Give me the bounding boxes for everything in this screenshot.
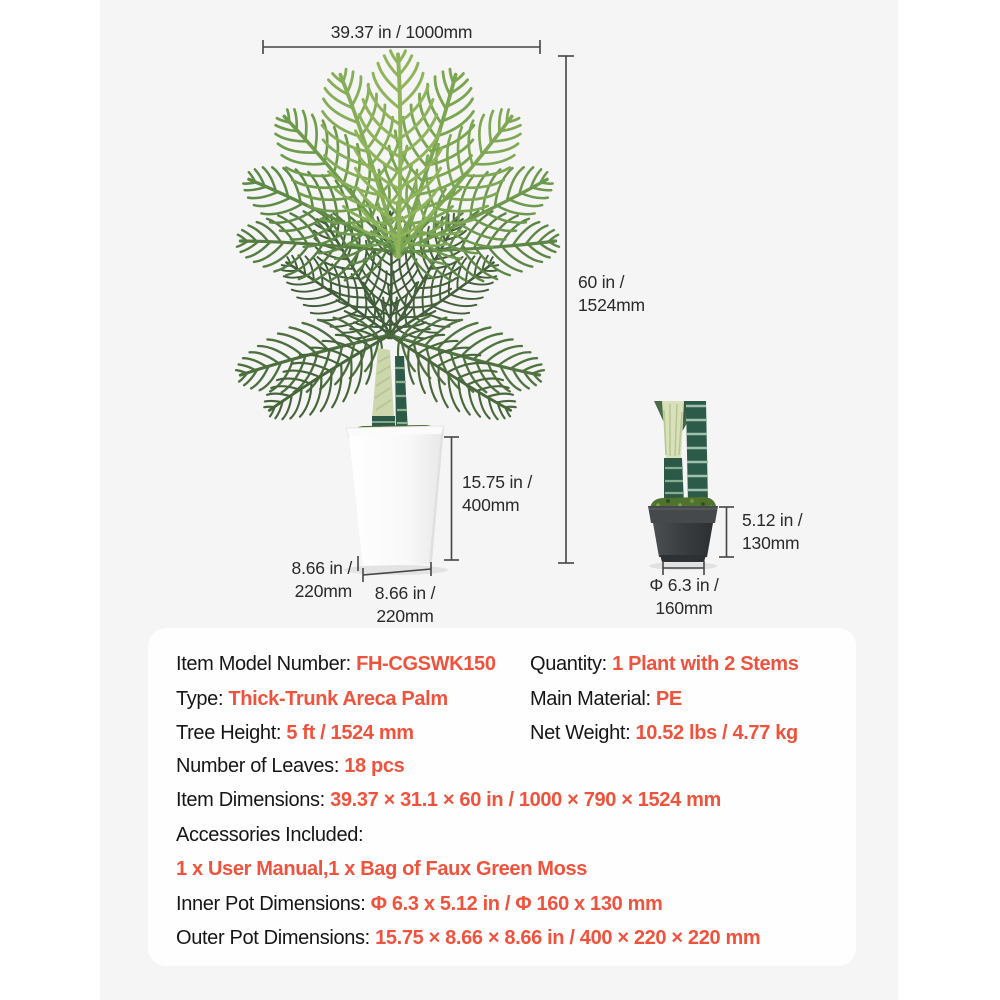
spec-row-type: [176, 687, 448, 711]
spec-label: Inner Pot Dimensions:: [176, 893, 371, 915]
dim-label-inner-pot-diameter: Φ 6.3 in / 160mm: [649, 575, 719, 618]
spec-row-accessories-value: [176, 857, 587, 881]
spec-label: Number of Leaves:: [176, 755, 345, 777]
spec-value: 5 ft / 1524 mm: [286, 722, 414, 744]
dim-label-plant-width: 39.37 in / 1000mm: [330, 22, 473, 42]
inner-nursery-pot: [648, 506, 718, 562]
dim-label-outer-pot-height: 15.75 in / 400mm: [462, 472, 532, 515]
spec-label: Type:: [176, 688, 229, 710]
spec-row-inner-pot: [176, 892, 662, 916]
spec-row-material: [530, 687, 682, 711]
spec-value: 1 Plant with 2 Stems: [612, 653, 799, 675]
dim-line-plant-height: [558, 56, 574, 563]
trunk-closeup-illustration: [648, 401, 718, 570]
dim-line-inner-pot-height: [719, 507, 734, 557]
spec-label: Net Weight:: [530, 722, 636, 744]
dim-label-inner-pot-height: 5.12 in / 130mm: [742, 510, 803, 553]
spec-value: PE: [655, 688, 682, 710]
dim-label-outer-pot-width: 8.66 in / 220mm: [374, 583, 436, 626]
spec-row-net-weight: [530, 721, 798, 745]
spec-row-tree-height: [176, 721, 414, 745]
dim-line-outer-pot-height: [444, 437, 459, 560]
spec-value: 1 x User Manual,1 x Bag of Faux Green Moss: [176, 858, 587, 880]
spec-row-model: [176, 652, 496, 676]
spec-label: Tree Height:: [176, 722, 287, 744]
palm-trunks: [372, 348, 408, 433]
dim-label-outer-pot-depth: 8.66 in / 220mm: [291, 558, 352, 601]
spec-value: 39.37 × 31.1 × 60 in / 1000 × 790 × 1524 mm: [330, 789, 721, 811]
spec-label: Item Model Number:: [176, 653, 357, 675]
spec-label: Main Material:: [530, 688, 656, 710]
spec-value: 15.75 × 8.66 × 8.66 in / 400 × 220 × 220 mm: [375, 927, 761, 949]
spec-row-quantity: [530, 652, 799, 676]
white-planter-pot: [346, 426, 444, 566]
spec-panel: [148, 628, 856, 966]
spec-value: 18 pcs: [344, 755, 405, 777]
spec-row-leaves: [176, 754, 404, 778]
spec-value: 10.52 lbs / 4.77 kg: [635, 722, 798, 744]
spec-row-item-dimensions: [176, 788, 721, 812]
spec-label: Quantity:: [530, 653, 613, 675]
spec-label: Item Dimensions:: [176, 789, 331, 811]
spec-row-outer-pot: [176, 926, 760, 950]
spec-value: Thick-Trunk Areca Palm: [228, 688, 448, 710]
spec-value: Φ 6.3 x 5.12 in / Φ 160 x 130 mm: [370, 893, 663, 915]
dim-label-plant-height: 60 in / 1524mm: [578, 272, 645, 315]
spec-row-accessories-label: [176, 823, 363, 847]
spec-label: Outer Pot Dimensions:: [176, 927, 376, 949]
spec-label: Accessories Included:: [176, 824, 364, 846]
spec-value: FH-CGSWK150: [356, 653, 496, 675]
